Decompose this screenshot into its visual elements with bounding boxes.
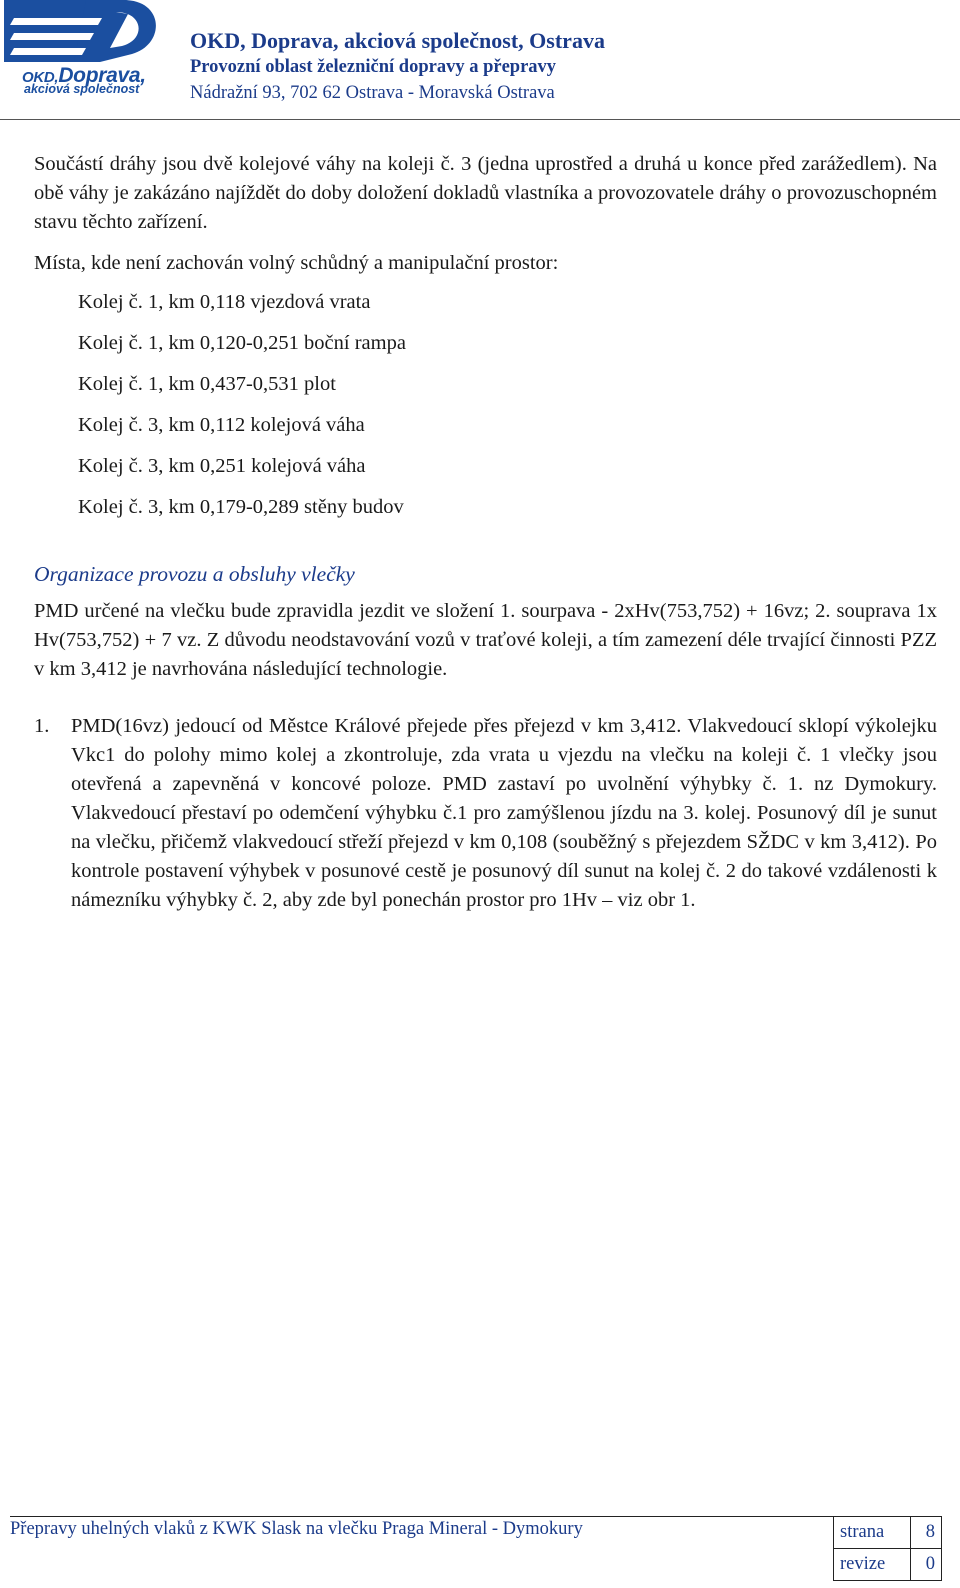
- list-item: Kolej č. 3, km 0,179-0,289 stěny budov: [78, 496, 404, 518]
- logo-wordmark: OKD,Doprava,: [22, 64, 146, 87]
- header-divider: [0, 119, 960, 120]
- list-item: Kolej č. 3, km 0,251 kolejová váha: [78, 455, 366, 477]
- numbered-item: [34, 712, 937, 915]
- company-info: [190, 28, 605, 106]
- list-item: Kolej č. 3, km 0,112 kolejová váha: [78, 414, 365, 436]
- paragraph-scales: Součástí dráhy jsou dvě kolejové váhy na koleji č. 3 (jedna uprostřed a druhá u konce před zarážedlem). Na obě váhy je zakázáno najíždět do doby doložení dokladů vlastníka a provozovatele dráhy o provozuschopném stavu těchto zařízení.: [34, 153, 937, 233]
- paragraph-operation: PMD určené na vlečku bude zpravidla jezdit ve složení 1. sourpava - 2xHv(753,752) + 16vz; 2. souprava 1x Hv(753,752) + 7 vz. Z důvodu neodstavování vozů v traťové koleji, a tím zamezení déle trvající činnosti PZZ v km 3,412 je navrhována následující technologie.: [34, 600, 937, 680]
- company-address: Nádražní 93, 702 62 Ostrava - Moravská Ostrava: [190, 83, 555, 103]
- list-item: Kolej č. 1, km 0,437-0,531 plot: [78, 373, 336, 395]
- document-body: [34, 150, 937, 915]
- footer-document-title: Přepravy uhelných vlaků z KWK Slask na vlečku Praga Mineral - Dymokury: [10, 1519, 583, 1539]
- paragraph-places-intro: Místa, kde není zachován volný schůdný a manipulační prostor:: [34, 252, 559, 274]
- logo-emblem-icon: [4, 0, 164, 66]
- revision-number: 0: [911, 1549, 942, 1581]
- page-footer: [10, 1516, 942, 1586]
- company-name: OKD, Doprava, akciová společnost, Ostrava: [190, 28, 605, 53]
- logo-tagline: akciová společnost: [24, 82, 140, 96]
- footer-page-info: [833, 1516, 942, 1581]
- item-number: 1.: [34, 715, 50, 737]
- section-heading: Organizace provozu a obsluhy vlečky: [34, 562, 355, 586]
- revision-label: revize: [834, 1549, 911, 1581]
- list-item: Kolej č. 1, km 0,120-0,251 boční rampa: [78, 332, 406, 354]
- list-item: Kolej č. 1, km 0,118 vjezdová vrata: [78, 291, 371, 313]
- page-header: [0, 0, 960, 120]
- company-logo: [4, 0, 164, 110]
- company-division: Provozní oblast železniční dopravy a přepravy: [190, 57, 557, 77]
- item-text: PMD(16vz) jedoucí od Městce Králové přejede přes přejezd v km 3,412. Vlakvedoucí sklopí výkolejku Vkc1 do polohy mimo kolej a zkontroluje, zda vrata u vjezdu na vlečku na koleji č. 1 vlečky jsou otevřená a zapevněná v koncové poloze. PMD zastaví po uvolnění výhybky č. 1. nz Dymokury. Vlakvedoucí přestaví po odemčení výhybku č.1 pro zamýšlenou jízdu na 3. kolej. Posunový díl je sunut na vlečku, přičemž vlakvedoucí střeží přejezd v km 0,108 (souběžný s přejezdem SŽDC v km 3,412). Po kontrole postavení výhybek v posunové cestě je posunový díl sunut na kolej č. 2 do takové vzdálenosti k námezníku výhybky č. 2, aby zde byl ponechán prostor pro 1Hv – viz obr 1.: [71, 715, 937, 911]
- page-label: strana: [834, 1517, 911, 1549]
- page-number: 8: [911, 1517, 942, 1549]
- places-list: [78, 282, 937, 528]
